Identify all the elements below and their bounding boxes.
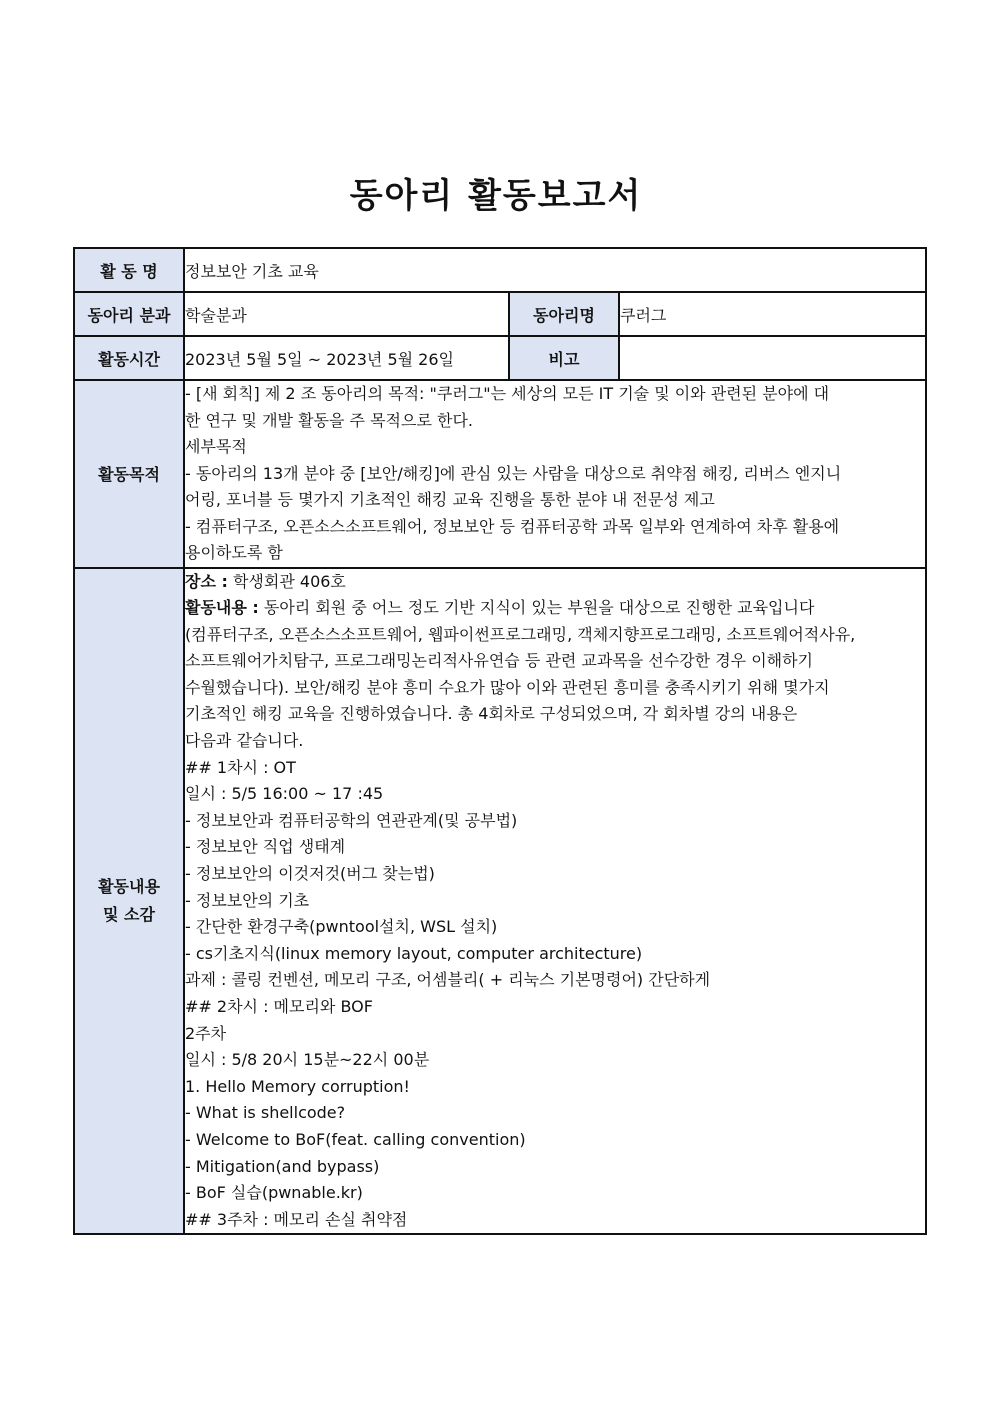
club-name-value: 쿠러그	[619, 292, 926, 336]
period-value: 2023년 5월 5일 ~ 2023년 5월 26일	[184, 336, 509, 380]
content-line: 기초적인 해킹 교육을 진행하였습니다. 총 4회차로 구성되었으며, 각 회차별 강의 내용은	[185, 704, 798, 724]
content-line: - 정보보안의 기초	[185, 890, 310, 910]
remarks-label: 비고	[509, 336, 619, 380]
division-value: 학술분과	[184, 292, 509, 336]
content-line: - Welcome to BoF(feat. calling convention)	[185, 1129, 526, 1149]
description-first: 동아리 회원 중 어느 정도 기반 지식이 있는 부원을 대상으로 진행한 교육입니다	[258, 598, 815, 618]
content-line: - What is shellcode?	[185, 1103, 346, 1123]
content-line: 1. Hello Memory corruption!	[185, 1076, 410, 1096]
period-label: 활동시간	[74, 336, 184, 380]
content-line: 수월했습니다). 보안/해킹 분야 흥미 수요가 많아 이와 관련된 흥미를 충족시키기 위해 몇가지	[185, 677, 830, 697]
content-label	[74, 568, 184, 1235]
content-label-line2: 및 소감	[103, 904, 155, 924]
description-line	[185, 595, 925, 622]
purpose-line: - 동아리의 13개 분야 중 [보안/해킹]에 관심 있는 사람을 대상으로 취약점 해킹, 리버스 엔지니	[185, 463, 842, 483]
club-name-label: 동아리명	[509, 292, 619, 336]
row-content	[74, 568, 926, 1235]
content-line: 일시 : 5/8 20시 15분~22시 00분	[185, 1050, 430, 1070]
purpose-line: - 컴퓨터구조, 오픈소스소프트웨어, 정보보안 등 컴퓨터공학 과목 일부와 연계하여 차후 활용에	[185, 516, 840, 536]
content-line: 일시 : 5/5 16:00 ~ 17 :45	[185, 784, 384, 804]
content-line: - BoF 실습(pwnable.kr)	[185, 1183, 363, 1203]
division-label: 동아리 분과	[74, 292, 184, 336]
activity-report-table	[73, 247, 927, 1235]
purpose-label: 활동목적	[74, 380, 184, 568]
place-value: 학생회관 406호	[227, 571, 346, 591]
content-line: 소프트웨어가치탐구, 프로그래밍논리적사유연습 등 관련 교과목을 선수강한 경우 이해하기	[185, 651, 814, 671]
content-line: ## 2차시 : 메모리와 BOF	[185, 997, 373, 1016]
purpose-line: 어링, 포너블 등 몇가지 기초적인 해킹 교육 진행을 통한 분야 내 전문성 제고	[185, 490, 715, 509]
place-label: 장소 :	[185, 571, 228, 591]
content-line: - 정보보안 직업 생태계	[185, 837, 346, 857]
purpose-text	[184, 380, 926, 568]
content-line: 2주차	[185, 1023, 227, 1043]
purpose-line: 한 연구 및 개발 활동을 주 목적으로 한다.	[185, 410, 473, 430]
content-line: - cs기초지식(linux memory layout, computer architecture)	[185, 943, 643, 963]
content-text	[184, 568, 926, 1235]
content-line: ## 1차시 : OT	[185, 757, 296, 777]
activity-name-value: 정보보안 기초 교육	[184, 248, 926, 292]
content-label-line1: 활동내용	[98, 876, 160, 896]
purpose-line: - [새 회칙] 제 2 조 동아리의 목적: "쿠러그"는 세상의 모든 IT 기술 및 이와 관련된 분야에 대	[185, 384, 830, 403]
content-line: 다음과 같습니다.	[185, 731, 304, 751]
content-line: ## 3주차 : 메모리 손실 취약점	[185, 1209, 408, 1229]
document-title: 동아리 활동보고서	[349, 176, 643, 216]
content-line: - 정보보안과 컴퓨터공학의 연관관계(및 공부법)	[185, 810, 518, 830]
content-line: - 간단한 환경구축(pwntool설치, WSL 설치)	[185, 917, 498, 937]
content-line: - 정보보안의 이것저것(버그 찾는법)	[185, 864, 435, 884]
row-period	[74, 336, 926, 380]
description-label: 활동내용 :	[185, 598, 259, 618]
remarks-value	[619, 336, 926, 380]
content-line: (컴퓨터구조, 오픈소스소프트웨어, 웹파이썬프로그래밍, 객체지향프로그래밍, 소프트웨어적사유,	[185, 624, 856, 644]
purpose-line: 세부목적	[185, 437, 247, 456]
place-line	[185, 569, 925, 596]
activity-name-label: 활 동 명	[74, 248, 184, 292]
content-line: - Mitigation(and bypass)	[185, 1156, 380, 1176]
content-line: 과제 : 콜링 컨벤션, 메모리 구조, 어셈블리( + 리눅스 기본명령어) 간단하게	[185, 970, 711, 990]
purpose-line: 용이하도록 함	[185, 543, 283, 562]
row-activity-name	[74, 248, 926, 292]
row-division	[74, 292, 926, 336]
row-purpose	[74, 380, 926, 568]
